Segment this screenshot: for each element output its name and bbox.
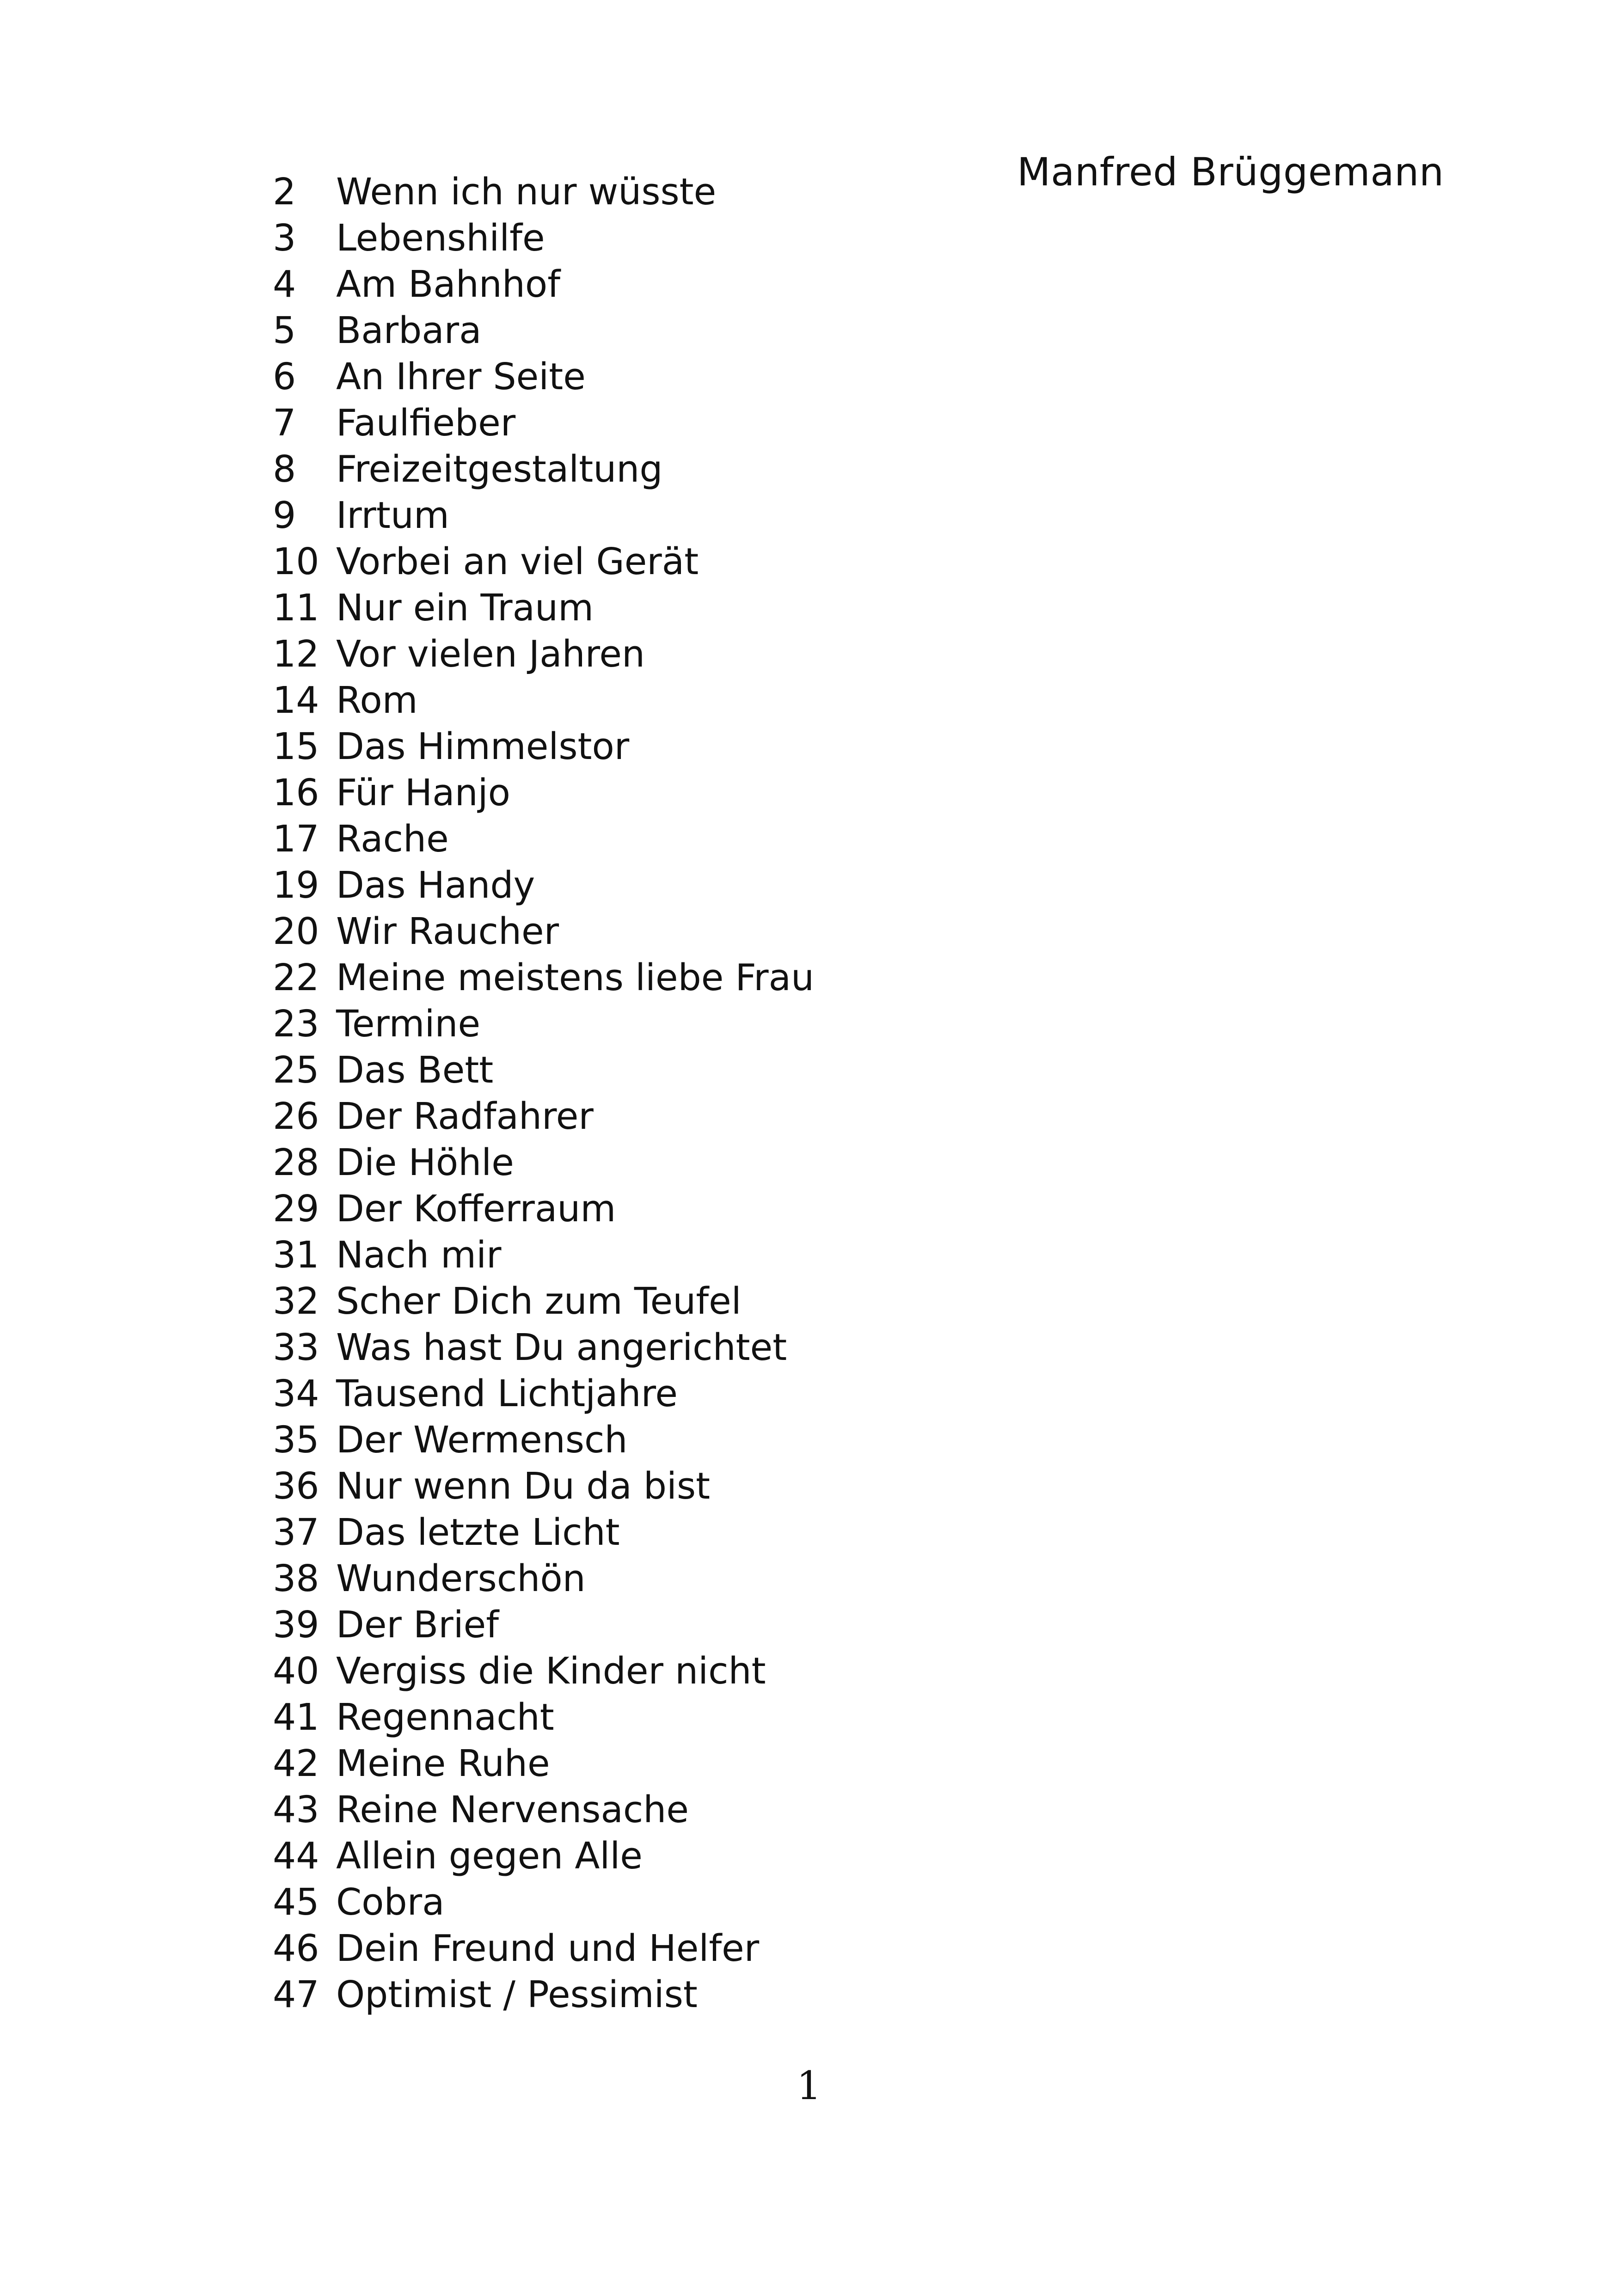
toc-page-number: 2 bbox=[273, 171, 296, 213]
toc-entry bbox=[273, 1925, 814, 1971]
toc-title: Nur ein Traum bbox=[336, 587, 594, 629]
toc-title: Für Hanjo bbox=[336, 771, 510, 814]
toc-title: Faulfieber bbox=[336, 402, 516, 444]
toc-page-number: 35 bbox=[273, 1419, 319, 1461]
toc-title: Der Radfahrer bbox=[336, 1095, 594, 1138]
toc-page-number: 4 bbox=[273, 263, 296, 306]
page-number: 1 bbox=[797, 2063, 821, 2108]
toc-entry bbox=[273, 1509, 814, 1555]
toc-entry bbox=[273, 1001, 814, 1047]
toc-entry bbox=[273, 307, 814, 354]
toc-title: Meine Ruhe bbox=[336, 1742, 550, 1785]
toc-entry bbox=[273, 261, 814, 307]
toc-title: Irrtum bbox=[336, 494, 449, 537]
toc-page-number: 42 bbox=[273, 1742, 319, 1785]
toc-title: Allein gegen Alle bbox=[336, 1835, 643, 1877]
toc-page-number: 37 bbox=[273, 1511, 319, 1554]
toc-page-number: 32 bbox=[273, 1280, 319, 1322]
toc-page-number: 44 bbox=[273, 1835, 319, 1877]
toc-entry bbox=[273, 955, 814, 1001]
toc-entry bbox=[273, 816, 814, 862]
toc-title: Wir Raucher bbox=[336, 910, 559, 953]
toc-entry bbox=[273, 1740, 814, 1787]
toc-entry bbox=[273, 1694, 814, 1740]
toc-entry bbox=[273, 677, 814, 723]
toc-entry bbox=[273, 908, 814, 955]
toc-title: Termine bbox=[336, 1003, 481, 1045]
toc-page-number: 47 bbox=[273, 1973, 319, 2016]
toc-page-number: 33 bbox=[273, 1326, 319, 1369]
toc-entry bbox=[273, 723, 814, 770]
toc-page-number: 20 bbox=[273, 910, 319, 953]
toc-title: Die Höhle bbox=[336, 1141, 514, 1184]
toc-title: Am Bahnhof bbox=[336, 263, 561, 306]
toc-entry bbox=[273, 585, 814, 631]
toc-title: Meine meistens liebe Frau bbox=[336, 956, 815, 999]
toc-page-number: 45 bbox=[273, 1881, 319, 1923]
toc-entry bbox=[273, 1324, 814, 1371]
toc-entry bbox=[273, 1417, 814, 1463]
toc-title: Nach mir bbox=[336, 1234, 502, 1276]
toc-title: Scher Dich zum Teufel bbox=[336, 1280, 742, 1322]
toc-entry bbox=[273, 862, 814, 908]
toc-title: Lebenshilfe bbox=[336, 217, 545, 259]
toc-page-number: 29 bbox=[273, 1188, 319, 1230]
toc-entry bbox=[273, 539, 814, 585]
toc-title: Freizeitgestaltung bbox=[336, 448, 663, 490]
toc-entry bbox=[273, 1879, 814, 1925]
toc-page-number: 6 bbox=[273, 355, 296, 398]
toc-title: Regennacht bbox=[336, 1696, 554, 1739]
toc-page-number: 17 bbox=[273, 818, 319, 860]
toc-entry bbox=[273, 1971, 814, 2018]
toc-entry bbox=[273, 1555, 814, 1602]
toc-entry bbox=[273, 354, 814, 400]
toc-entry bbox=[273, 1602, 814, 1648]
toc-entry bbox=[273, 1833, 814, 1879]
toc-page-number: 8 bbox=[273, 448, 296, 490]
toc-page-number: 31 bbox=[273, 1234, 319, 1276]
toc-title: Vergiss die Kinder nicht bbox=[336, 1650, 766, 1692]
toc-page-number: 23 bbox=[273, 1003, 319, 1045]
toc-entry bbox=[273, 400, 814, 446]
toc-title: Optimist / Pessimist bbox=[336, 1973, 698, 2016]
toc-page-number: 36 bbox=[273, 1465, 319, 1507]
toc-title: Wenn ich nur wüsste bbox=[336, 171, 717, 213]
toc-title: Tausend Lichtjahre bbox=[336, 1372, 678, 1415]
toc-page-number: 39 bbox=[273, 1604, 319, 1646]
table-of-contents bbox=[273, 169, 814, 2018]
toc-page-number: 9 bbox=[273, 494, 296, 537]
toc-page-number: 12 bbox=[273, 633, 319, 675]
toc-entry bbox=[273, 1139, 814, 1186]
toc-entry bbox=[273, 1047, 814, 1093]
toc-entry bbox=[273, 446, 814, 492]
toc-page-number: 14 bbox=[273, 679, 319, 722]
toc-title: An Ihrer Seite bbox=[336, 355, 586, 398]
toc-title: Rom bbox=[336, 679, 418, 722]
toc-page-number: 5 bbox=[273, 309, 296, 352]
toc-title: Das letzte Licht bbox=[336, 1511, 620, 1554]
toc-entry bbox=[273, 1371, 814, 1417]
toc-page-number: 10 bbox=[273, 540, 319, 583]
toc-entry bbox=[273, 1232, 814, 1278]
toc-page-number: 34 bbox=[273, 1372, 319, 1415]
toc-entry bbox=[273, 1278, 814, 1324]
toc-title: Wunderschön bbox=[336, 1557, 586, 1600]
toc-page-number: 40 bbox=[273, 1650, 319, 1692]
toc-entry bbox=[273, 1787, 814, 1833]
toc-entry bbox=[273, 770, 814, 816]
toc-page-number: 28 bbox=[273, 1141, 319, 1184]
toc-page-number: 3 bbox=[273, 217, 296, 259]
toc-page-number: 7 bbox=[273, 402, 296, 444]
toc-title: Reine Nervensache bbox=[336, 1788, 689, 1831]
toc-page-number: 15 bbox=[273, 725, 319, 768]
toc-page-number: 38 bbox=[273, 1557, 319, 1600]
toc-entry bbox=[273, 1186, 814, 1232]
toc-page-number: 46 bbox=[273, 1927, 319, 1970]
toc-title: Dein Freund und Helfer bbox=[336, 1927, 760, 1970]
toc-entry bbox=[273, 169, 814, 215]
toc-page-number: 19 bbox=[273, 864, 319, 906]
toc-page-number: 22 bbox=[273, 956, 319, 999]
toc-page-number: 11 bbox=[273, 587, 319, 629]
toc-title: Das Bett bbox=[336, 1049, 494, 1091]
toc-page-number: 16 bbox=[273, 771, 319, 814]
toc-entry bbox=[273, 1648, 814, 1694]
toc-title: Vorbei an viel Gerät bbox=[336, 540, 699, 583]
toc-title: Das Himmelstor bbox=[336, 725, 630, 768]
toc-title: Cobra bbox=[336, 1881, 445, 1923]
toc-title: Der Wermensch bbox=[336, 1419, 628, 1461]
toc-title: Das Handy bbox=[336, 864, 535, 906]
toc-entry bbox=[273, 492, 814, 539]
toc-entry bbox=[273, 1093, 814, 1139]
toc-page-number: 25 bbox=[273, 1049, 319, 1091]
toc-title: Was hast Du angerichtet bbox=[336, 1326, 787, 1369]
toc-title: Nur wenn Du da bist bbox=[336, 1465, 711, 1507]
author-name: Manfred Brüggemann bbox=[1017, 149, 1444, 195]
toc-title: Der Kofferraum bbox=[336, 1188, 616, 1230]
toc-page-number: 43 bbox=[273, 1788, 319, 1831]
toc-page-number: 41 bbox=[273, 1696, 319, 1739]
toc-title: Vor vielen Jahren bbox=[336, 633, 645, 675]
toc-title: Rache bbox=[336, 818, 449, 860]
toc-entry bbox=[273, 1463, 814, 1509]
toc-title: Barbara bbox=[336, 309, 482, 352]
toc-entry bbox=[273, 631, 814, 677]
toc-title: Der Brief bbox=[336, 1604, 499, 1646]
toc-page-number: 26 bbox=[273, 1095, 319, 1138]
toc-entry bbox=[273, 215, 814, 261]
